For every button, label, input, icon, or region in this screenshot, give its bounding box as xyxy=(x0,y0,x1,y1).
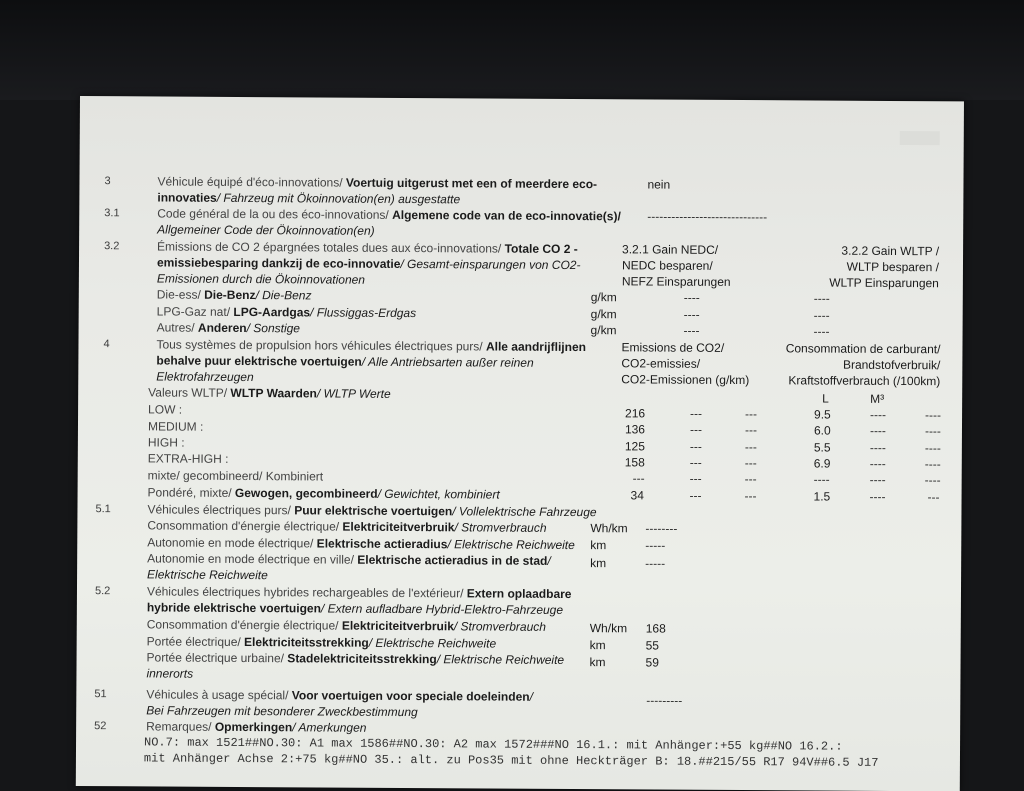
row-5-2-line-2: hybride elektrische voertuigen/ Extern aufladbare Hybrid-Elektro-Fahrzeuge xyxy=(146,600,564,617)
fuel-wltp-value: ---- xyxy=(813,291,830,306)
phev-urban-range-cont: innerorts xyxy=(146,666,194,681)
row-number: 51 xyxy=(94,688,107,701)
phev-value: 168 xyxy=(645,621,666,636)
fuel-consumption-header: Brandstofverbruik/ xyxy=(842,357,941,373)
dash-value: --- xyxy=(927,490,940,505)
row-3-1-line-1: Code général de la ou des éco-innovations/ Algemene code van de eco-innovatie(s)/ xyxy=(157,206,621,224)
background xyxy=(0,0,1024,100)
row-51-line-1: Véhicules à usage spécial/ Voor voertuigen voor speciale doeleinden/ xyxy=(146,687,534,704)
row-number: 3 xyxy=(104,175,111,188)
dash-value: --- xyxy=(689,422,703,437)
nedc-header: 3.2.1 Gain NEDC/ xyxy=(622,242,719,257)
wltp-row-label: HIGH : xyxy=(147,435,185,450)
electric-consumption-label: Consommation d'énergie électrique/ Elektriciteitverbruik/ Stromverbrauch xyxy=(147,518,547,535)
fuel-litre-value: 6.9 xyxy=(813,456,831,471)
row-3-1-value: ------------------------------ xyxy=(647,209,768,225)
fuel-unit: g/km xyxy=(590,290,617,305)
unit-label: km xyxy=(590,538,607,553)
dash-value: ---- xyxy=(869,440,886,455)
dash-value: --- xyxy=(689,439,702,454)
phev-urban-range-label: Portée électrique urbaine/ Stadelektriciteitsstrekking/ Elektrische Reichweite xyxy=(146,650,565,667)
dash-value: --- xyxy=(689,471,702,486)
wltp-header: 3.2.2 Gain WLTP / xyxy=(841,243,940,259)
co2-value: 216 xyxy=(625,406,646,421)
dash-value: --- xyxy=(745,407,758,422)
co2-header: CO2-emissies/ xyxy=(621,356,701,371)
row-5-1-line-1: Véhicules électriques purs/ Puur elektrische voertuigen/ Vollelektrische Fahrzeuge xyxy=(147,502,597,520)
row-4-line-3: Elektrofahrzeugen xyxy=(156,369,254,385)
co2-value: 136 xyxy=(624,422,646,437)
row-4-line-2: behalve puur elektrische voertuigen/ Alle Antriebsarten außer reinen xyxy=(156,353,534,370)
row-3-2-line-3: Emissionen durch die Ökoinnovationen xyxy=(156,271,366,287)
dash-value: ---- xyxy=(869,489,886,504)
dash-value: ---- xyxy=(924,424,941,439)
row-number: 4 xyxy=(103,338,110,351)
fuel-litre-value: 5.5 xyxy=(813,440,831,455)
fuel-litre-value: ---- xyxy=(813,472,830,487)
fuel-row: Die-ess/ Die-Benz/ Die-Benz xyxy=(156,287,312,303)
unit-label: Wh/km xyxy=(589,621,628,636)
wltp-header: WLTP besparen / xyxy=(846,259,940,275)
electric-value: -------- xyxy=(645,521,678,536)
dash-value: --- xyxy=(744,456,757,471)
electric-range-label: Autonomie en mode électrique/ Elektrische actieradius/ Elektrische Reichweite xyxy=(147,535,575,553)
nedc-header: NEDC besparen/ xyxy=(621,258,713,273)
co2-value: --- xyxy=(632,471,645,486)
row-51-line-2: Bei Fahrzeugen mit besonderer Zweckbestimmung xyxy=(146,703,418,720)
phev-value: 55 xyxy=(645,638,660,653)
dash-value: --- xyxy=(744,472,757,487)
row-3-2-line-2: emissiebesparing dankzij de eco-innovatie/ Gesamt-einsparungen von CO2- xyxy=(156,255,581,273)
wltp-row-label: MEDIUM : xyxy=(147,419,204,434)
fuel-row: Autres/ Anderen/ Sonstige xyxy=(156,320,301,336)
dash-value: ---- xyxy=(869,423,886,438)
row-4-line-1: Tous systèmes de propulsion hors véhicules électriques purs/ Alle aandrijflijnen xyxy=(156,337,587,355)
dash-value: ---- xyxy=(924,473,941,488)
row-number: 5.1 xyxy=(95,503,111,516)
dash-value: --- xyxy=(744,489,757,504)
co2-value: 158 xyxy=(624,455,645,470)
row-3-1-line-2: Allgemeiner Code der Ökoinnovation(en) xyxy=(157,222,375,238)
fuel-row: LPG-Gaz nat/ LPG-Aardgas/ Flussiggas-Erdgas xyxy=(156,304,417,321)
fuel-consumption-header: Kraftstoffverbrauch (/100km) xyxy=(788,373,941,389)
remarks-code-line-2: mit Anhänger Achse 2:+75 kg##NO 35.: alt. zu Pos35 mit ohne Heckträger B: 18.##215/55 R17 94V##6.5 J17 xyxy=(143,751,879,770)
dash-value: ---- xyxy=(870,407,887,422)
unit-label: km xyxy=(589,638,606,653)
dash-value: --- xyxy=(744,440,757,455)
remarks-code-line-1: NO.7: max 1521##NO.30: A1 max 1586##NO.30: A2 max 1572###NO 16.1.: mit Anhänger:+55 kg##NO 16.2.: xyxy=(144,735,843,754)
fuel-wltp-value: ---- xyxy=(813,324,830,339)
row-3-2-line-1: Émissions de CO 2 épargnées totales dues aux éco-innovations/ Totale CO 2 - xyxy=(157,239,578,257)
dash-value: ---- xyxy=(925,408,942,423)
remarks-label: Remarques/ Opmerkingen/ Amerkungen xyxy=(146,719,367,735)
electric-value: ----- xyxy=(645,538,666,553)
dash-value: --- xyxy=(689,455,702,470)
phev-range-label: Portée électrique/ Elektriciteitsstrekking/ Elektrische Reichweite xyxy=(146,634,497,651)
row-5-2-line-1: Véhicules électriques hybrides rechargeables de l'extérieur/ Extern oplaadbare xyxy=(146,584,572,602)
dash-value: ---- xyxy=(924,457,941,472)
wltp-header: WLTP Einsparungen xyxy=(829,275,939,291)
unit-litre: L xyxy=(822,391,829,406)
document-page xyxy=(76,96,964,791)
co2-value: 125 xyxy=(624,439,645,454)
unit-label: Wh/km xyxy=(590,521,628,536)
unit-label: km xyxy=(590,556,607,571)
bleed-through-mark xyxy=(900,131,940,145)
dash-value: ---- xyxy=(869,472,886,487)
dash-value: ---- xyxy=(924,441,941,456)
fuel-consumption-header: Consommation de carburant/ xyxy=(785,341,941,357)
row-3-value: nein xyxy=(647,177,671,192)
electric-city-range-label: Autonomie en mode électrique en ville/ Elektrische actieradius in de stad/ xyxy=(147,551,551,568)
row-number: 52 xyxy=(94,720,107,733)
dash-value: --- xyxy=(690,406,703,421)
fuel-unit: g/km xyxy=(590,323,617,338)
row-3-line-2: innovaties/ Fahrzeug mit Ökoinnovation(en) ausgestatte xyxy=(157,190,461,207)
unit-cubic-metre: M³ xyxy=(870,391,885,406)
dash-value: --- xyxy=(744,423,758,438)
phev-value: 59 xyxy=(645,655,659,670)
fuel-nedc-value: ---- xyxy=(683,307,700,322)
co2-value: 34 xyxy=(630,488,644,503)
electric-value: ----- xyxy=(645,556,666,571)
wltp-values-label: Valeurs WLTP/ WLTP Waarden/ WLTP Werte xyxy=(148,385,391,401)
co2-header: Emissions de CO2/ xyxy=(621,340,725,355)
fuel-wltp-value: ---- xyxy=(813,308,830,323)
fuel-nedc-value: ---- xyxy=(683,290,700,305)
wltp-row-label: mixte/ gecombineerd/ Kombiniert xyxy=(147,468,324,484)
nedc-header: NEFZ Einsparungen xyxy=(621,274,731,289)
phev-consumption-label: Consommation d'énergie électrique/ Elektriciteitverbruik/ Stromverbrauch xyxy=(146,617,546,634)
fuel-unit: g/km xyxy=(590,307,617,322)
fuel-litre-value: 6.0 xyxy=(813,423,831,438)
electric-city-range-cont: Elektrische Reichweite xyxy=(147,567,268,583)
row-number: 5.2 xyxy=(94,585,111,598)
weighted-combined-label: Pondéré, mixte/ Gewogen, gecombineerd/ Gewichtet, kombiniert xyxy=(147,485,500,502)
dash-value: --- xyxy=(689,488,702,503)
fuel-litre-value: 9.5 xyxy=(814,407,831,422)
wltp-row-label: LOW : xyxy=(148,402,183,417)
co2-header: CO2-Emissionen (g/km) xyxy=(621,372,750,388)
row-3-line-1: Véhicule équipé d'éco-innovations/ Voertuig uitgerust met een of meerdere eco- xyxy=(157,174,598,192)
row-51-value: --------- xyxy=(646,693,683,708)
fuel-nedc-value: ---- xyxy=(683,323,700,338)
unit-label: km xyxy=(589,655,606,670)
row-number: 3.2 xyxy=(104,240,120,253)
fuel-litre-value: 1.5 xyxy=(813,489,831,504)
dash-value: ---- xyxy=(869,456,886,471)
wltp-row-label: EXTRA-HIGH : xyxy=(147,451,229,466)
row-number: 3.1 xyxy=(104,207,120,220)
